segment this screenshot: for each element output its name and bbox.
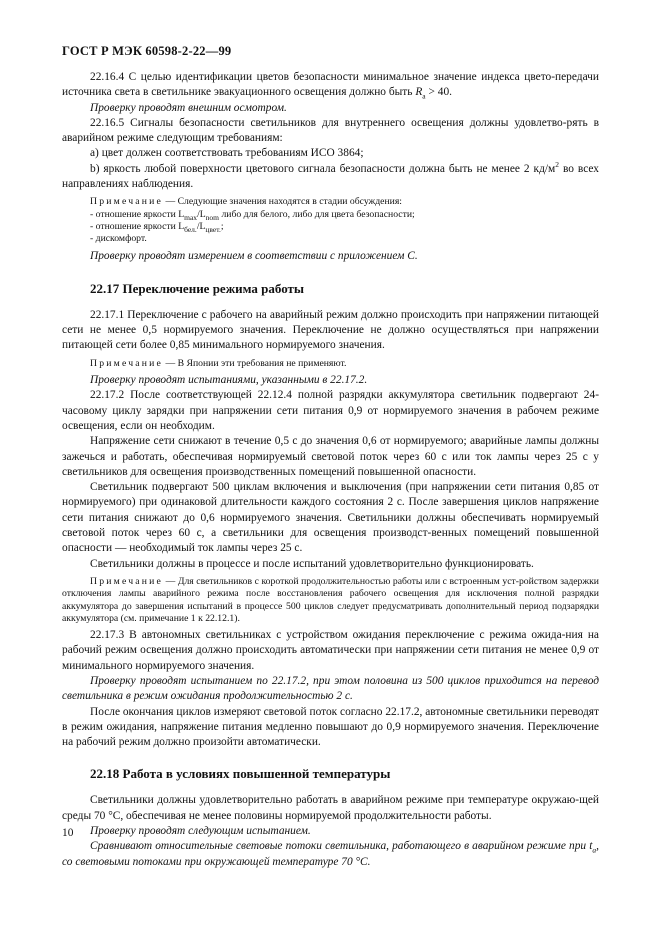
paragraph-22-16-5: 22.16.5 Сигналы безопасности светильников для внутреннего освещения должны удовлетво-рять в аварийном режиме следующим требованиям:: [62, 116, 599, 145]
paragraph-22-16-4: 22.16.4 С целью идентификации цветов безопасности минимальное значение индекса цвето-передачи источника света в светильнике эвакуационного освещения должно быть $R_a > 40$.: [62, 71, 599, 101]
note-3: Примечание — Для светильников с короткой продолжительностью работы или с встроенным уст-ройством задержки отключения лампы аварийного режима после восстановления рабочего освещения для исключения полной разрядки аккумулятора до завершения испытаний в процессе 500 циклов следует предусматривать дополнительный период подзарядки аккумулятора (см. примечание 1 к 22.12.1).: [62, 575, 599, 624]
note-1-item-2: - отношение яркости $L_{бел.}/L_{цвет.}$;: [90, 220, 224, 234]
paragraph-22-17-2: 22.17.2 После соответствующей 22.12.4 полной разрядки аккумулятора светильник подвергают 24-часовому циклу зарядки при напряжении сети питания 0,9 от нормируемого значения в рабочем режиме освещения, если он необходим.: [62, 389, 599, 432]
document-header: ГОСТ Р МЭК 60598-2-22—99: [62, 44, 232, 58]
paragraph-22-17-3: 22.17.3 В автономных светильниках с устройством ожидания переключение с режима ожида-ния на рабочий режим освещения должно происходить автоматически при напряжении сети питания не менее 0,9 от минимального нормируемого значения.: [62, 629, 599, 672]
note-1: Примечание — Следующие значения находятся в стадии обсуждения:: [90, 196, 402, 208]
page-content: [62, 70, 599, 870]
note-2: Примечание — В Японии эти требования не применяют.: [90, 357, 347, 369]
paragraph-cycles: Светильник подвергают 500 циклам включения и выключения (при напряжении сети питания 0,85 от нормируемого) при одинаковой длительности каждого состояния 2 с. После завершения циклов напряжение сети питания снижают до 0,6 нормируемого значения. Светильники должны обеспечивать нормируемый световой поток через 60 с, а светильники для освещения производст-венных помещений повышенной опасности — необходимый ток лампы через 25 с.: [62, 481, 599, 555]
check-note-22-17-2: Проверку проводят испытаниями, указанными в 22.17.2.: [90, 374, 368, 387]
check-note-annex-c: Проверку проводят измерением в соответствии с приложением С.: [90, 249, 418, 262]
paragraph-22-18: Светильники должны удовлетворительно работать в аварийном режиме при температуре окружаю-щей среды 70 °С, обеспечивая не менее половины нормируемой продолжительности работы.: [62, 794, 599, 822]
section-heading-22-17: 22.17 Переключение режима работы: [90, 280, 305, 296]
section-heading-22-18: 22.18 Работа в условиях повышенной температуры: [90, 766, 391, 782]
page-number: 10: [62, 827, 74, 839]
list-item-a: a) цвет должен соответствовать требованиям ИСО 3864;: [90, 147, 364, 160]
paragraph-functional: Светильники должны в процессе и после испытаний удовлетворительно функционировать.: [90, 557, 534, 570]
note-1-item-1: - отношение яркости $L_{max}/L_{nom}$ либо для белого, либо для цвета безопасности;: [90, 208, 415, 222]
list-item-b: b) яркость любой поверхности цветового сигнала безопасности должна быть не менее 2 $кд/м^2$ во всех направлениях наблюдения.: [62, 159, 599, 191]
paragraph-22-17-1: 22.17.1 Переключение с рабочего на аварийный режим должно происходить при напряжении питающей сети не менее 0,5 нормируемого значения. Переключение не должно осуществляться при напряжении питающей сети более 0,85 минимального нормируемого значения.: [62, 308, 599, 352]
paragraph-compare: Сравнивают относительные световые потоки светильника, работающего в аварийном режиме при $t_a$, со световыми потоками при окружающей температуре 70 °С.: [62, 840, 599, 868]
check-note-standby: Проверку проводят испытанием по 22.17.2, при этом половина из 500 циклов приходится на перевод светильника в режим ожидания продолжительностью 2 с.: [62, 674, 599, 703]
paragraph-after-cycles: После окончания циклов измеряют световой поток согласно 22.17.2, автономные светильники переводят в режим ожидания, напряжение питания медленно повышают до 0,9 нормируемого значения. Переключение на рабочий режим должно произойти автоматически.: [62, 705, 599, 749]
paragraph-voltage-drop: Напряжение сети снижают в течение 0,5 с до значения 0,6 от нормируемого; аварийные лампы должны зажечься и работать, обеспечивая нормируемый световой поток через 60 с или ток лампы через 25 с у светильников для освещения производственных помещений повышенной опасности.: [62, 435, 599, 478]
note-1-item-3: - дискомфорт.: [90, 233, 147, 245]
check-note-following: Проверку проводят следующим испытанием.: [90, 825, 311, 838]
check-note-visual: Проверку проводят внешним осмотром.: [90, 101, 287, 114]
